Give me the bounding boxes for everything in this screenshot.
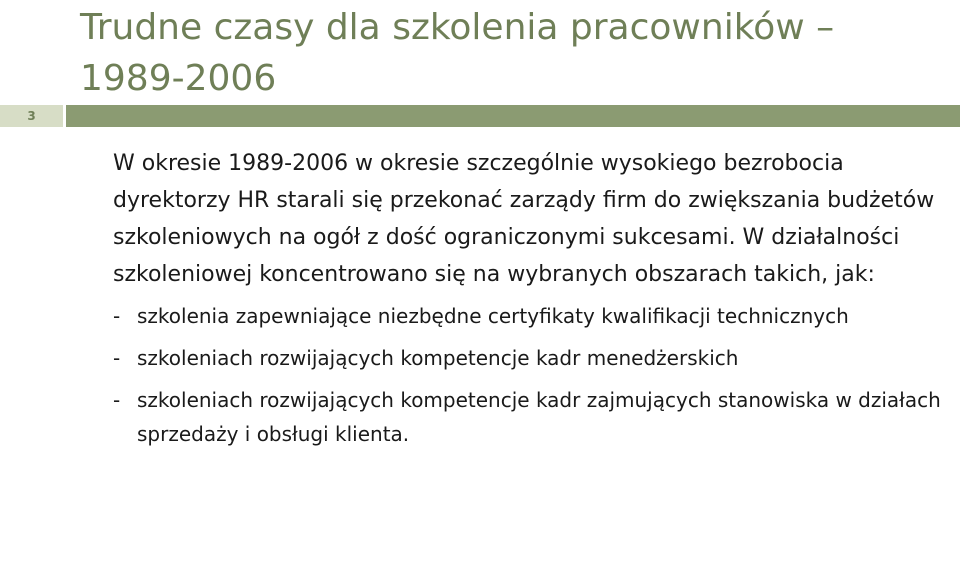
body-paragraph: W okresie 1989-2006 w okresie szczególnie wysokiego bezrobocia dyrektorzy HR starali się przekonać zarządy firm do zwiększania budżetów szkoleniowych na ogół z dość ograniczonymi sukcesami. W działalności szkoleniowej koncentrowano się na wybranych obszarach takich, jak: (113, 151, 935, 287)
slide-body (113, 145, 943, 459)
list-item-text: szkoleniach rozwijających kompetencje kadr menedżerskich (137, 346, 739, 370)
list-item (113, 299, 943, 333)
bullet-list (113, 299, 943, 451)
list-item (113, 341, 943, 375)
slide-title: Trudne czasy dla szkolenia pracowników – 1989-2006 (80, 7, 835, 99)
list-item (113, 383, 943, 451)
list-item-text: szkoleniach rozwijających kompetencje kadr zajmujących stanowiska w działach sprzedaży i obsługi klienta. (137, 388, 941, 446)
dash-marker-icon: - (113, 304, 121, 328)
list-item-text: szkolenia zapewniające niezbędne certyfikaty kwalifikacji technicznych (137, 304, 849, 328)
dash-marker-icon: - (113, 346, 121, 370)
dash-marker-icon: - (113, 388, 121, 412)
slide-number: 3 (27, 109, 36, 123)
title-underline-band (66, 105, 960, 127)
